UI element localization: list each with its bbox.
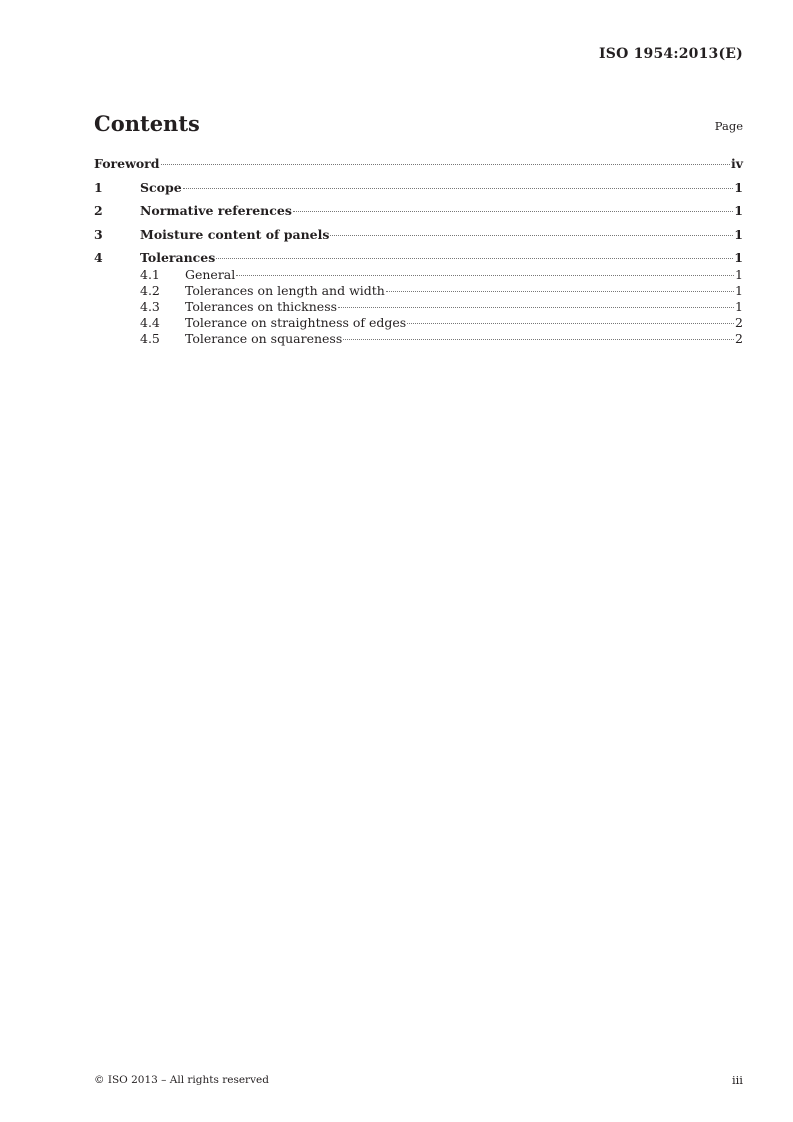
dot-leader [343, 339, 734, 340]
toc-subentry-straightness[interactable] [94, 315, 743, 331]
toc-entry-foreword[interactable] [94, 156, 743, 180]
document-id: ISO 1954:2013(E) [599, 46, 743, 62]
toc-entry-number: 4.5 [140, 331, 160, 346]
toc-entry-title: Scope [140, 179, 182, 195]
toc-entry-tolerances[interactable] [94, 250, 743, 267]
dot-leader [236, 275, 734, 276]
toc-entry-normative-references[interactable] [94, 203, 743, 227]
toc-entry-title: Tolerances [140, 250, 216, 265]
toc-entry-number: 2 [94, 203, 103, 218]
toc-entry-page: 1 [735, 299, 743, 314]
toc-entry-page: 2 [735, 315, 743, 330]
toc-entry-title: Foreword [94, 156, 160, 171]
toc-subentry-length-width[interactable] [94, 283, 743, 299]
toc-subentry-thickness[interactable] [94, 299, 743, 315]
toc-entry-page: iv [730, 156, 743, 171]
copyright-notice: © ISO 2013 – All rights reserved [94, 1074, 269, 1086]
toc-entry-number: 4.3 [140, 299, 160, 314]
toc-entry-page: 1 [735, 283, 743, 298]
toc-subentry-general[interactable] [94, 267, 743, 283]
page-number: iii [731, 1073, 743, 1087]
dot-leader [216, 258, 733, 259]
toc-entry-number: 1 [94, 179, 103, 195]
toc-entry-title: General [185, 267, 236, 282]
toc-entry-title: Tolerances on thickness [185, 299, 338, 314]
dot-leader [161, 164, 730, 165]
toc-entry-moisture-content[interactable] [94, 227, 743, 251]
toc-entry-title: Normative references [140, 203, 292, 218]
toc-entry-title: Tolerance on squareness [185, 331, 343, 346]
dot-leader [183, 188, 734, 189]
table-of-contents [94, 156, 743, 347]
toc-entry-number: 4 [94, 250, 103, 265]
dot-leader [386, 291, 734, 292]
toc-entry-page: 1 [734, 179, 743, 195]
toc-entry-page: 2 [735, 331, 743, 346]
toc-entry-page: 1 [734, 203, 743, 218]
dot-leader [330, 235, 733, 236]
contents-title: Contents [94, 111, 200, 136]
toc-entry-title: Moisture content of panels [140, 226, 330, 242]
toc-entry-page: 1 [734, 226, 743, 242]
toc-entry-number: 3 [94, 226, 103, 242]
toc-subentry-squareness[interactable] [94, 331, 743, 347]
toc-entry-number: 4.2 [140, 283, 160, 298]
toc-entry-number: 4.1 [140, 267, 160, 282]
toc-entry-page: 1 [734, 250, 743, 265]
toc-entry-scope[interactable] [94, 180, 743, 204]
dot-leader [407, 323, 734, 324]
dot-leader [338, 307, 734, 308]
toc-entry-title: Tolerances on length and width [185, 283, 385, 298]
toc-entry-number: 4.4 [140, 315, 160, 330]
toc-entry-title: Tolerance on straightness of edges [185, 315, 407, 330]
page-column-label: Page [714, 119, 743, 133]
dot-leader [293, 211, 733, 212]
toc-entry-page: 1 [735, 267, 743, 282]
